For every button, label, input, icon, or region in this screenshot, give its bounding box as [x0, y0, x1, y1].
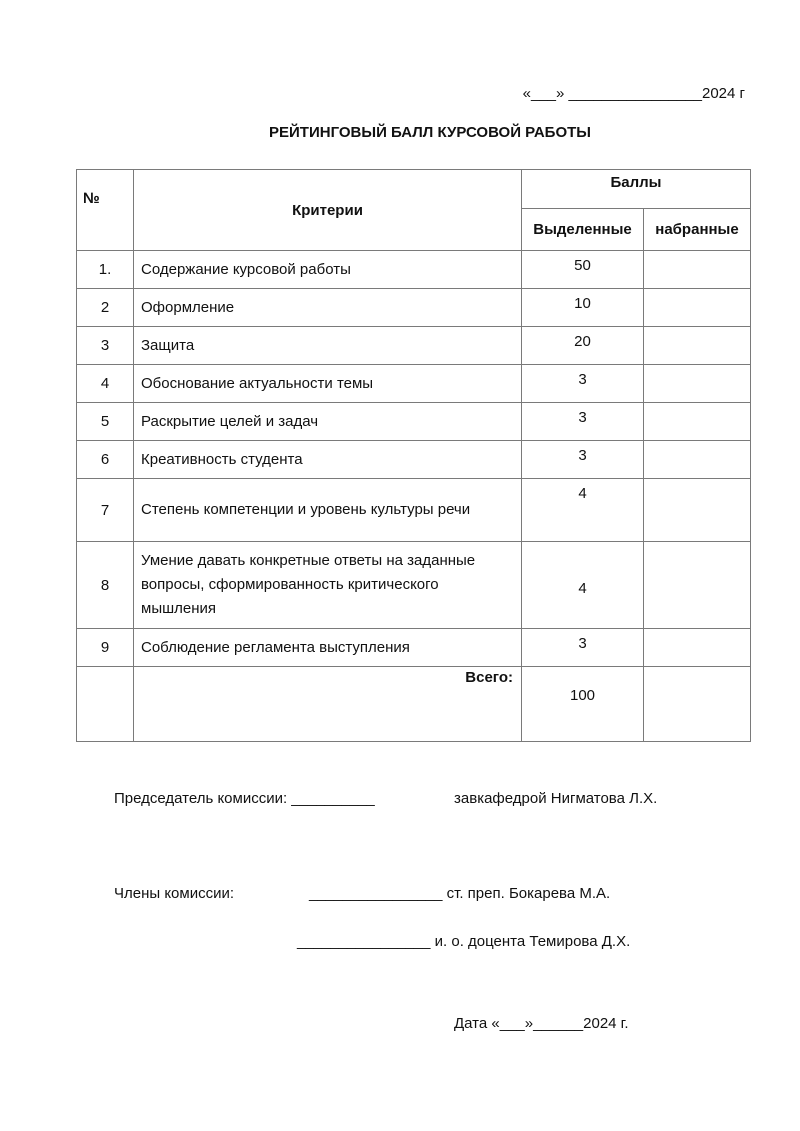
row-criterion: Креативность студента: [134, 441, 522, 479]
table-row: [77, 327, 751, 365]
date-line-bottom: Дата «___»______2024 г.: [454, 1015, 629, 1032]
row-earned: [644, 403, 751, 441]
row-number: 1.: [77, 251, 134, 289]
row-earned: [644, 289, 751, 327]
table-row: [77, 629, 751, 667]
row-earned: [644, 365, 751, 403]
row-allocated: 3: [522, 441, 644, 479]
table-row: [77, 542, 751, 629]
row-allocated: 3: [522, 629, 644, 667]
date-line-top: «___» ________________2024 г: [522, 85, 745, 102]
chair-name: завкафедрой Нигматова Л.Х.: [454, 790, 658, 807]
table-row: [77, 365, 751, 403]
row-earned: [644, 251, 751, 289]
row-number: 2: [77, 289, 134, 327]
row-number: 9: [77, 629, 134, 667]
table-row: [77, 403, 751, 441]
table-row-total: [77, 667, 751, 742]
row-criterion: Обоснование актуальности темы: [134, 365, 522, 403]
total-earned: [644, 667, 751, 742]
row-earned: [644, 441, 751, 479]
header-number: №: [77, 170, 134, 251]
row-allocated: 50: [522, 251, 644, 289]
row-earned: [644, 327, 751, 365]
row-allocated: 20: [522, 327, 644, 365]
row-allocated: 10: [522, 289, 644, 327]
row-criterion: Степень компетенции и уровень культуры речи: [134, 479, 522, 542]
document-title: РЕЙТИНГОВЫЙ БАЛЛ КУРСОВОЙ РАБОТЫ: [269, 124, 591, 141]
row-earned: [644, 479, 751, 542]
member-2-line: ________________ и. о. доцента Темирова Д.Х.: [297, 933, 631, 950]
row-allocated: 3: [522, 403, 644, 441]
row-number: 5: [77, 403, 134, 441]
row-number: 3: [77, 327, 134, 365]
total-allocated: 100: [522, 667, 644, 742]
row-allocated: 4: [522, 542, 644, 629]
total-label: Всего:: [134, 667, 522, 742]
header-earned: набранные: [644, 209, 751, 251]
row-number: 8: [77, 542, 134, 629]
row-criterion: Соблюдение регламента выступления: [134, 629, 522, 667]
row-allocated: 4: [522, 479, 644, 542]
row-criterion: Умение давать конкретные ответы на заданные вопросы, сформированность критического мышления: [134, 542, 522, 629]
row-criterion: Содержание курсовой работы: [134, 251, 522, 289]
row-criterion: Защита: [134, 327, 522, 365]
table-row: [77, 289, 751, 327]
table-row: [77, 479, 751, 542]
header-criteria: Критерии: [134, 170, 522, 251]
row-number: 6: [77, 441, 134, 479]
total-number-cell: [77, 667, 134, 742]
row-number: 7: [77, 479, 134, 542]
rating-table: [76, 169, 751, 742]
row-earned: [644, 629, 751, 667]
row-number: 4: [77, 365, 134, 403]
member-1-line: ________________ ст. преп. Бокарева М.А.: [309, 885, 611, 902]
row-criterion: Раскрытие целей и задач: [134, 403, 522, 441]
members-label: Члены комиссии:: [114, 885, 235, 902]
table-row: [77, 251, 751, 289]
row-criterion: Оформление: [134, 289, 522, 327]
row-allocated: 3: [522, 365, 644, 403]
header-scores: Баллы: [522, 170, 751, 209]
header-allocated: Выделенные: [522, 209, 644, 251]
row-earned: [644, 542, 751, 629]
chair-label: Председатель комиссии: __________: [114, 790, 375, 807]
table-row: [77, 441, 751, 479]
